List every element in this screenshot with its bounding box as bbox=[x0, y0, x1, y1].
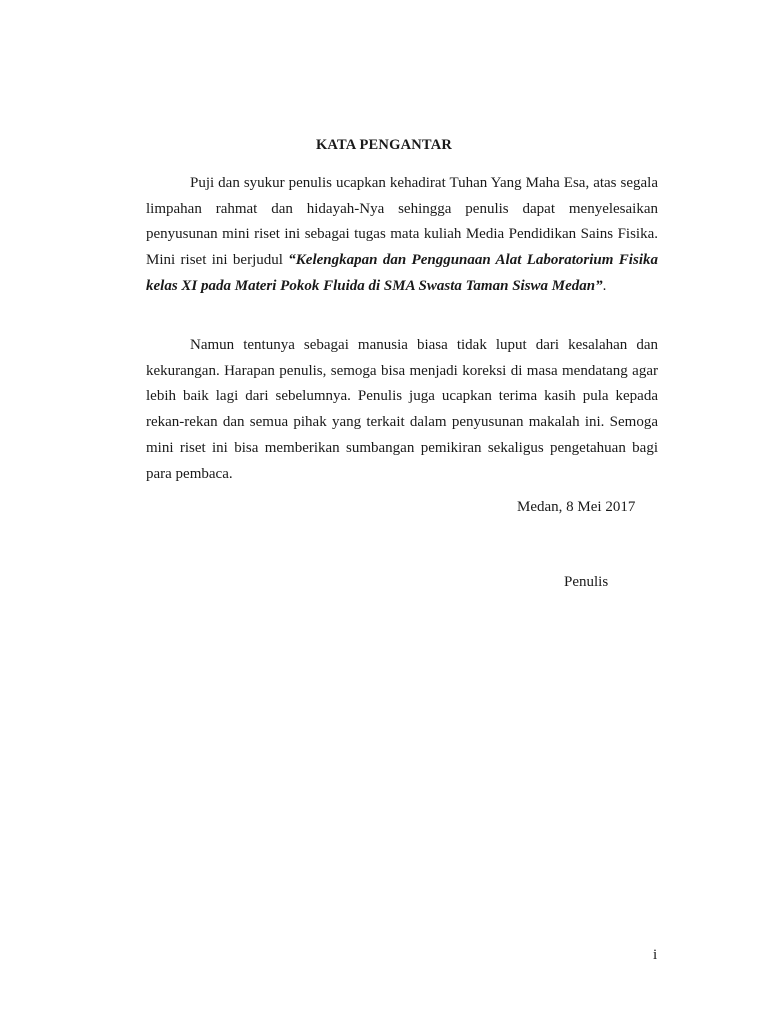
paragraph-closing: Namun tentunya sebagai manusia biasa tidak luput dari kesalahan dan kekurangan. Harapan penulis, semoga bisa menjadi koreksi di masa mendatang agar lebih baik lagi dari sebelumnya. Penulis juga ucapkan terima kasih pula kepada rekan-rekan dan semua pihak yang terkait dalam penyusunan makalah ini. Semoga mini riset ini bisa memberikan sumbangan pemikiran sekaligus pengetahuan bagi para pembaca. bbox=[146, 337, 658, 482]
research-title-emphasis: “Kelengkapan dan Penggunaan Alat Laboratorium Fisika kelas XI pada Materi Pokok Fluida di SMA Swasta Taman Siswa Medan” bbox=[146, 252, 658, 294]
signer: Penulis bbox=[564, 574, 609, 590]
page-title: KATA PENGANTAR bbox=[315, 137, 453, 153]
paragraph-opening-end: . bbox=[602, 277, 607, 294]
page-number: i bbox=[653, 947, 658, 963]
place-date: Medan, 8 Mei 2017 bbox=[517, 499, 636, 515]
paragraph-opening bbox=[146, 171, 658, 300]
paragraph-opening-text: Puji dan syukur penulis ucapkan kehadirat Tuhan Yang Maha Esa, atas segala limpahan rahmat dan hidayah-Nya sehingga penulis dapat menyelesaikan penyusunan mini riset ini sebagai tugas mata kuliah Media Pendidikan Sains Fisika. Mini riset ini berjudul bbox=[146, 175, 658, 269]
